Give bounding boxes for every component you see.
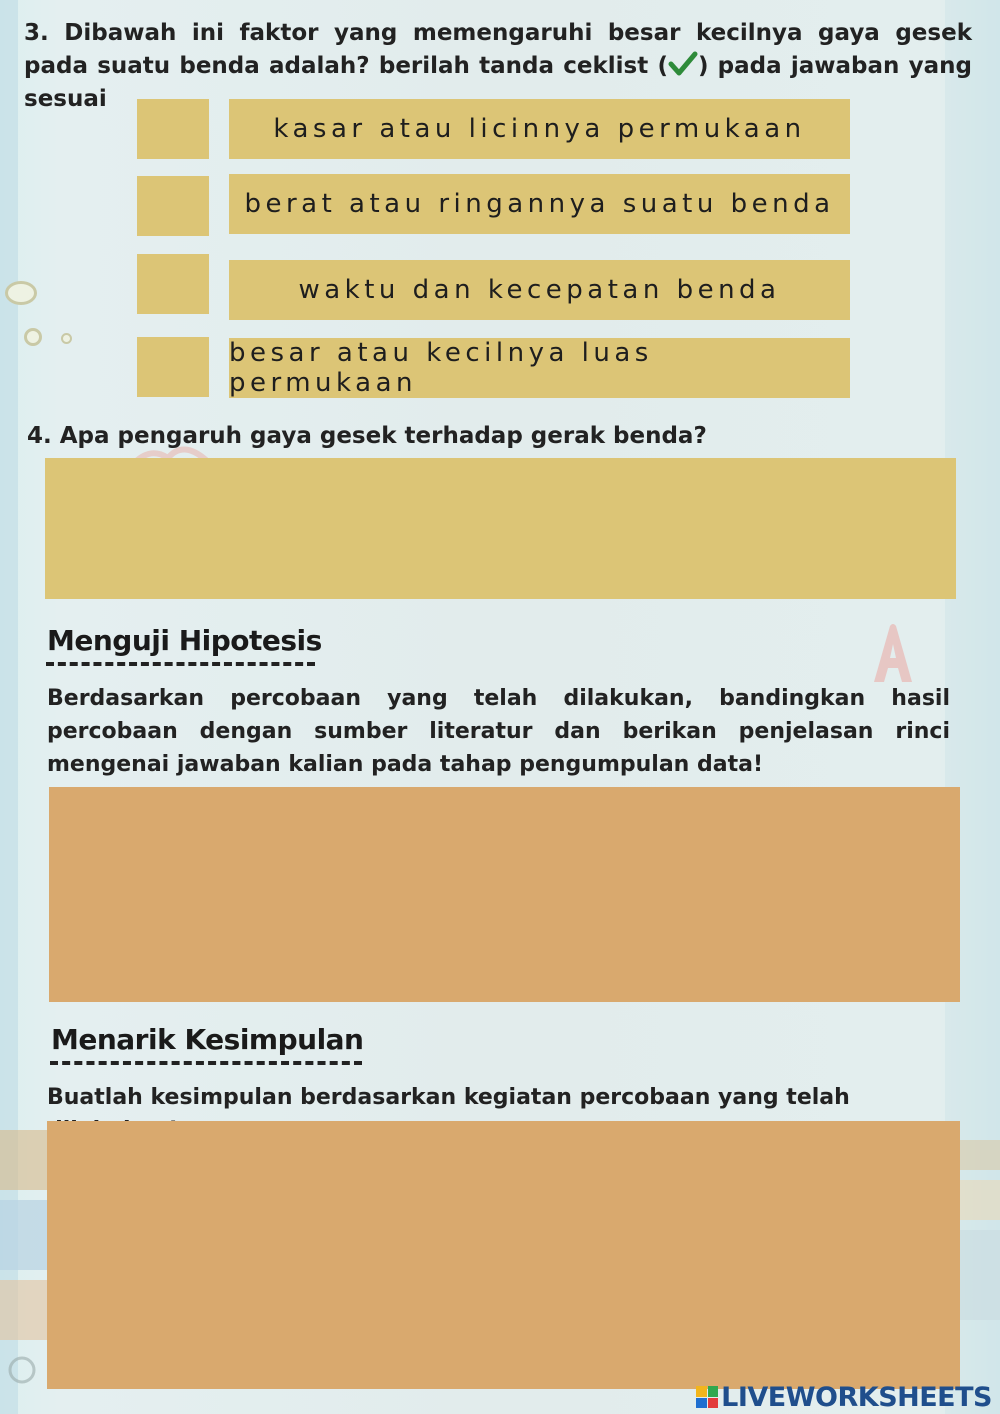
bubble-decoration (24, 328, 42, 346)
bubble-decoration (5, 281, 37, 305)
kesimpulan-title: Menarik Kesimpulan (51, 1023, 364, 1056)
letter-a-decoration (868, 622, 918, 684)
liveworksheets-logo-icon (696, 1386, 718, 1408)
hipotesis-divider (46, 662, 315, 666)
question-3-suffix: ) pada jawaban yang sesuai (24, 53, 972, 112)
kesimpulan-instruction: Buatlah kesimpulan berdasarkan kegiatan percobaan yang telah (47, 1085, 850, 1110)
kesimpulan-divider (50, 1061, 362, 1065)
question-4-answer-field[interactable] (45, 458, 956, 599)
question-3-prefix: 3. Dibawah ini faktor yang memengaruhi besar kecilnya gaya gesek pada suatu benda adalah? berilah tanda ceklist ( (24, 20, 972, 79)
option-1-label: kasar atau licinnya permukaan (229, 99, 850, 159)
option-2-checkbox[interactable] (137, 176, 209, 236)
checkmark-icon (668, 51, 698, 77)
question-4-text: 4. Apa pengaruh gaya gesek terhadap gerak benda? (27, 423, 707, 449)
option-4-checkbox[interactable] (137, 337, 209, 397)
books-decoration (958, 1120, 1000, 1414)
brand-name: LIVEWORKSHEETS (721, 1381, 992, 1413)
option-4-label: besar atau kecilnya luas permukaan (229, 338, 850, 398)
bubble-decoration (61, 333, 72, 344)
kesimpulan-answer-field[interactable] (47, 1121, 960, 1389)
option-1-checkbox[interactable] (137, 99, 209, 159)
option-3-checkbox[interactable] (137, 254, 209, 314)
option-3-label: waktu dan kecepatan benda (229, 260, 850, 320)
hipotesis-instruction: Berdasarkan percobaan yang telah dilakukan, bandingkan hasil percobaan dengan sumber literatur dan berikan penjelasan rinci mengenai jawaban kalian pada tahap pengumpulan data! (47, 686, 950, 777)
option-2-label: berat atau ringannya suatu benda (229, 174, 850, 234)
liveworksheets-brand[interactable] (696, 1382, 992, 1412)
hipotesis-answer-field[interactable] (49, 787, 960, 1002)
hipotesis-title: Menguji Hipotesis (47, 624, 322, 657)
